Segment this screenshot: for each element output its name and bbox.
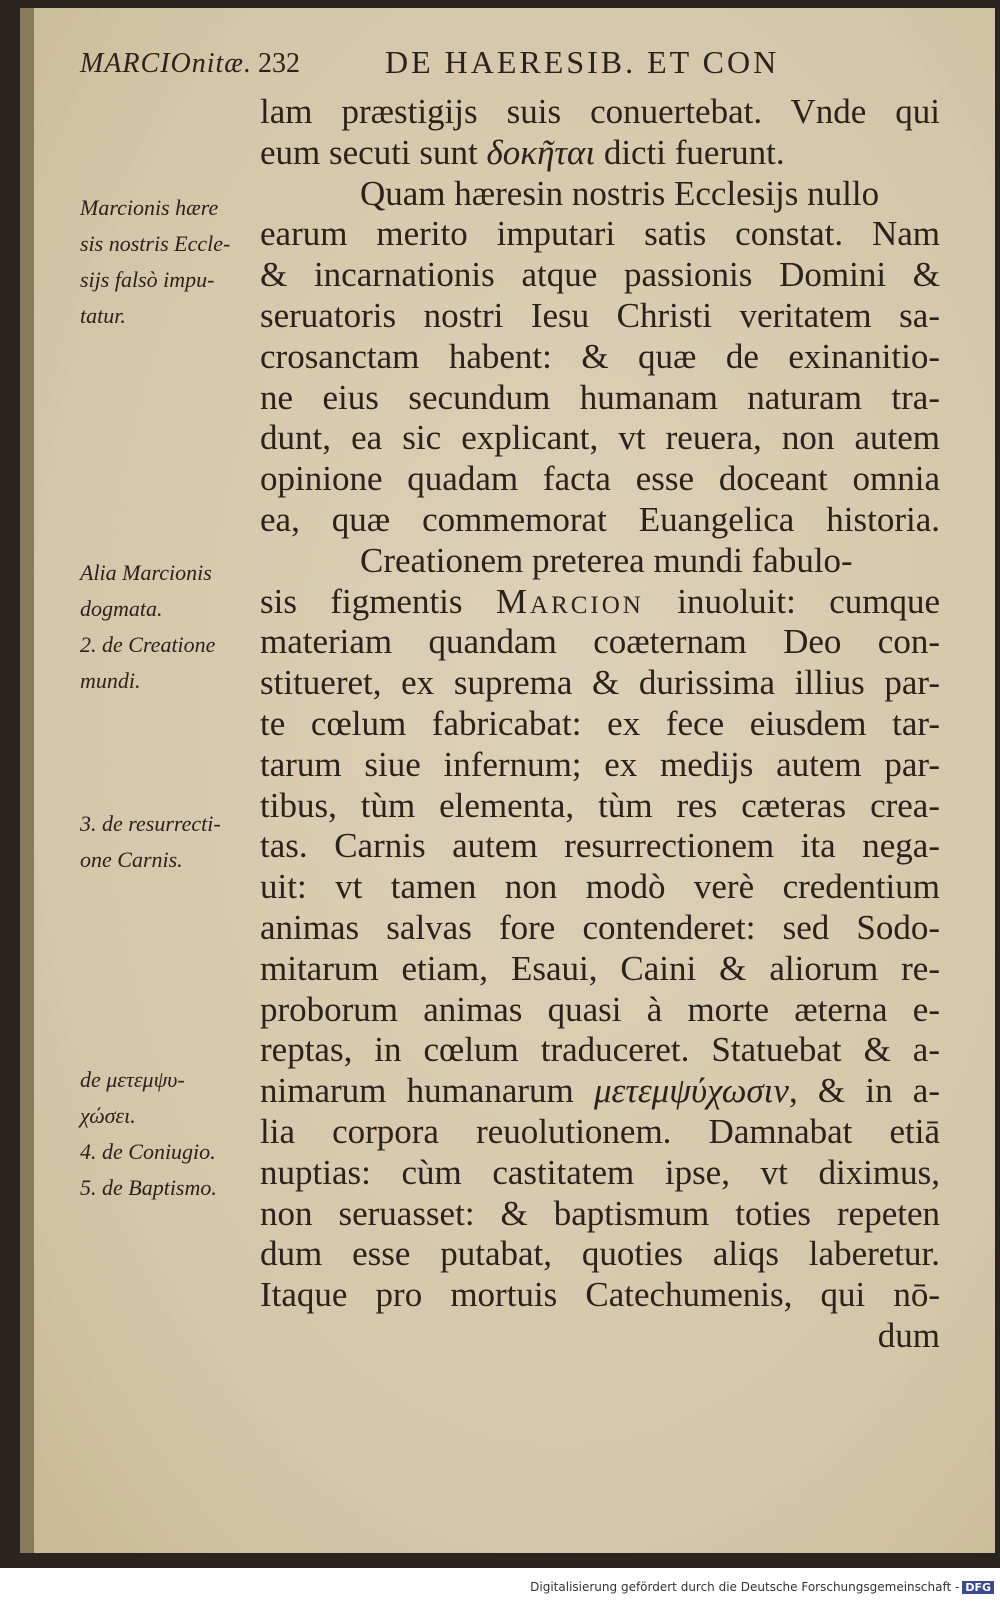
- running-head: DE HAERESIB. ET CON: [385, 44, 780, 80]
- margin-note-line: one Carnis.: [80, 847, 183, 872]
- main-text-block: [260, 92, 940, 1357]
- text-line: tibus, tùm elementa, tùm res cæteras crea-: [260, 785, 940, 825]
- margin-note-1: [80, 190, 255, 334]
- text-line: nuptias: cùm castitatem ipse, vt diximus,: [260, 1152, 940, 1192]
- text-line: ne eius secundum humanam naturam tra-: [260, 377, 940, 417]
- text-line: materiam quandam coæternam Deo con-: [260, 622, 940, 662]
- text-line: earum merito imputari satis constat. Nam: [260, 214, 940, 254]
- text-line: [260, 133, 940, 174]
- text-line: uit: vt tamen non modò verè credentium: [260, 867, 940, 907]
- text-line: Creationem preterea mundi fabulo-: [360, 540, 853, 580]
- text-line: Quam hæresin nostris Ecclesijs nullo: [360, 173, 880, 213]
- text-line: dum: [877, 1315, 940, 1355]
- margin-note-3: [80, 806, 255, 878]
- margin-note-line: 2. de Creatione: [80, 632, 216, 657]
- text-line: seruatoris nostri Iesu Christi veritatem sa-: [260, 295, 940, 335]
- margin-note-2: [80, 555, 255, 699]
- margin-note-line: sis nostris Eccle-: [80, 231, 231, 256]
- margin-note-line: 3. de resurrecti-: [80, 811, 221, 836]
- greek-word: μετεμψύχωσιν: [593, 1071, 789, 1111]
- text-segment: nimarum humanarum: [260, 1071, 594, 1111]
- margin-note-line: χώσει.: [80, 1103, 136, 1128]
- text-segment: sis figmentis: [260, 581, 496, 621]
- margin-note-line: 5. de Baptismo.: [80, 1175, 217, 1200]
- dfg-logo: DFG: [962, 1581, 994, 1594]
- text-segment: inuoluit: cumque: [643, 581, 940, 621]
- greek-word: δοκῆται: [486, 132, 596, 172]
- text-line: stitueret, ex suprema & durissima illius par-: [260, 663, 940, 703]
- text-line: opinione quadam facta esse doceant omnia: [260, 459, 940, 499]
- text-line: dunt, ea sic explicant, vt reuera, non autem: [260, 418, 940, 458]
- text-line: [260, 1071, 940, 1112]
- margin-note-line: sijs falsò impu-: [80, 267, 215, 292]
- text-line: & incarnationis atque passionis Domini &: [260, 255, 940, 295]
- text-line: animas salvas fore contenderet: sed Sodo-: [260, 907, 940, 947]
- text-line: [260, 582, 940, 623]
- footer-credit: [530, 1580, 994, 1594]
- text-line: proborum animas quasi à morte æterna e-: [260, 989, 940, 1029]
- margin-note-line: mundi.: [80, 668, 141, 693]
- text-segment: eum secuti sunt: [260, 132, 487, 172]
- margin-note-line: Marcionis hære: [80, 195, 219, 220]
- text-line: te cœlum fabricabat: ex fece eiusdem tar-: [260, 703, 940, 743]
- text-segment: , & in a-: [788, 1071, 940, 1111]
- text-line: ea, quæ commemorat Euangelica historia.: [260, 499, 940, 539]
- text-line: crosanctam habent: & quæ de exinanitio-: [260, 336, 940, 376]
- margin-note-4: [80, 1062, 255, 1206]
- text-line: non seruasset: & baptismum toties repeten: [260, 1193, 940, 1233]
- text-line: dum esse putabat, quoties aliqs laberetur.: [260, 1234, 940, 1274]
- margin-note-line: Alia Marcionis: [80, 560, 212, 585]
- text-line: reptas, in cœlum traduceret. Statuebat & a-: [260, 1030, 940, 1070]
- text-line: mitarum etiam, Esaui, Caini & aliorum re-: [260, 948, 940, 988]
- margin-note-line: tatur.: [80, 303, 126, 328]
- footer-text: Digitalisierung gefördert durch die Deutsche Forschungsgemeinschaft -: [530, 1580, 960, 1594]
- margin-note-line: dogmata.: [80, 596, 163, 621]
- margin-note-line: 4. de Coniugio.: [80, 1139, 216, 1164]
- small-caps-name: Marcion: [495, 581, 644, 621]
- text-line: lia corpora reuolutionem. Damnabat etiā: [260, 1111, 940, 1151]
- margin-note-line: de μετεμψυ-: [80, 1067, 185, 1092]
- header-left-label: MARCIOnitæ.: [80, 48, 252, 79]
- page-number: 232: [258, 48, 300, 79]
- text-line: tarum siue infernum; ex medijs autem par-: [260, 744, 940, 784]
- text-segment: dicti fuerunt.: [595, 132, 785, 172]
- text-line: lam præstigijs suis conuertebat. Vnde qui: [260, 92, 940, 131]
- text-line: Itaque pro mortuis Catechumenis, qui nō-: [260, 1275, 940, 1315]
- text-line: tas. Carnis autem resurrectionem ita nega-: [260, 826, 940, 866]
